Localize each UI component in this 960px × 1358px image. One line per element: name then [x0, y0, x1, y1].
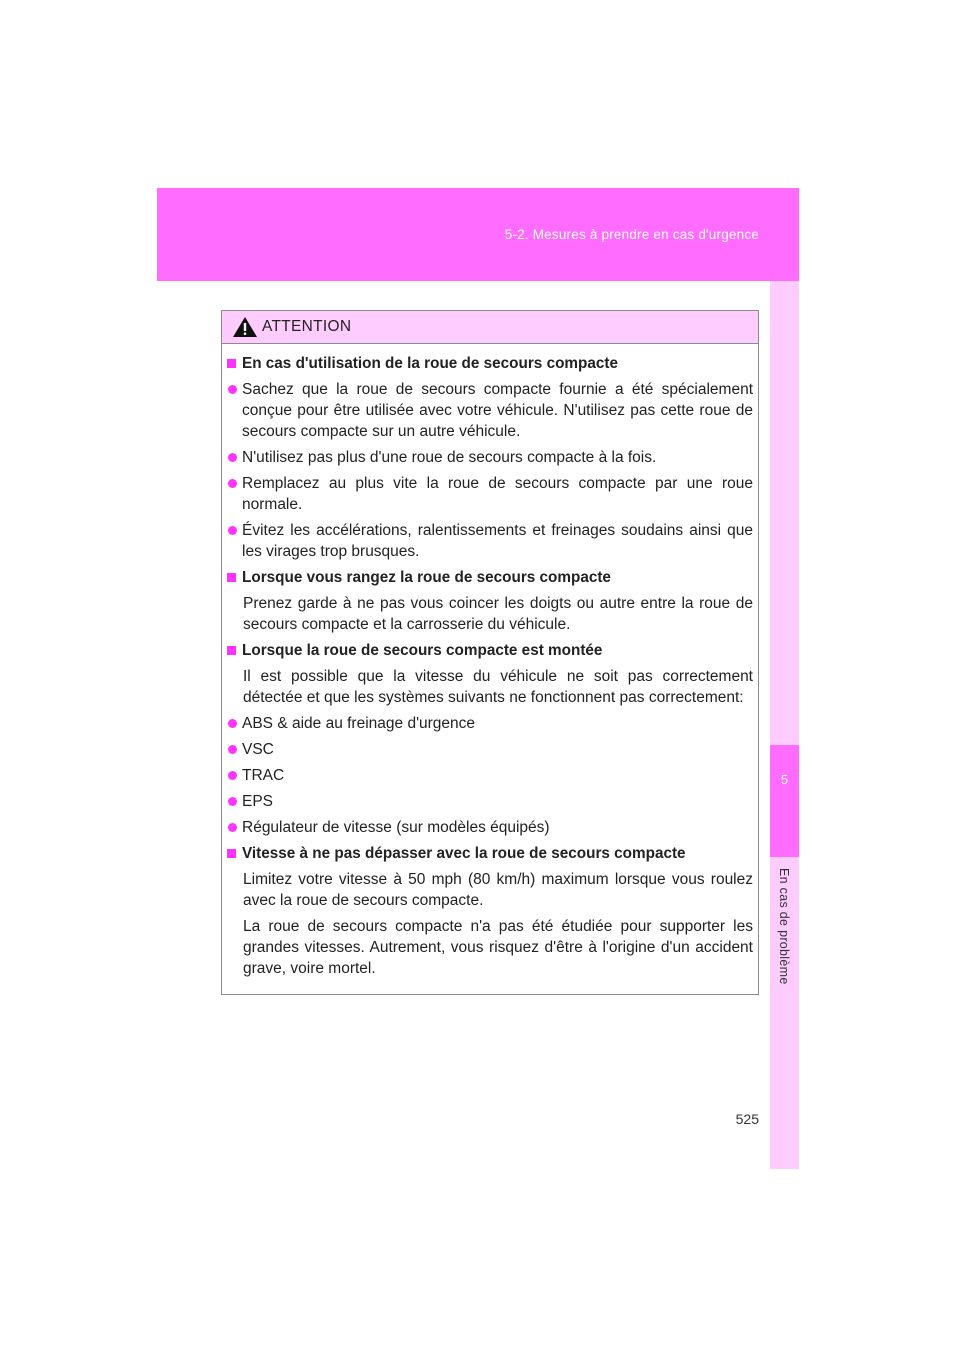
list-item	[226, 765, 753, 786]
section-heading	[226, 567, 753, 588]
warning-triangle-icon	[232, 316, 258, 338]
dot-bullet-icon	[228, 479, 237, 488]
section-heading-text: Lorsque vous rangez la roue de secours compacte	[242, 569, 611, 586]
list-item-text: TRAC	[242, 767, 285, 784]
dot-bullet-icon	[228, 823, 237, 832]
list-item	[226, 379, 753, 442]
chapter-tab	[770, 745, 799, 857]
list-item-text: EPS	[242, 793, 274, 810]
section-heading	[226, 640, 753, 661]
section-heading-text: Vitesse à ne pas dépasser avec la roue de secours compacte	[242, 845, 686, 862]
list-item	[226, 447, 753, 468]
list-item	[226, 713, 753, 734]
section-heading-text: Lorsque la roue de secours compacte est montée	[242, 642, 603, 659]
list-item	[226, 817, 753, 838]
list-item	[226, 473, 753, 515]
dot-bullet-icon	[228, 771, 237, 780]
attention-label: ATTENTION	[262, 318, 352, 335]
section-heading-text: En cas d'utilisation de la roue de secours compacte	[242, 355, 618, 372]
attention-box	[221, 310, 759, 995]
list-item-text: Remplacez au plus vite la roue de secours compacte par une roue normale.	[242, 475, 753, 513]
page-number: 525	[735, 1111, 759, 1127]
side-tab	[770, 281, 799, 1169]
list-item-text: VSC	[242, 741, 274, 758]
dot-bullet-icon	[228, 453, 237, 462]
attention-body	[222, 344, 758, 979]
list-item-text: ABS & aide au freinage d'urgence	[242, 715, 476, 732]
section-heading	[226, 843, 753, 864]
list-item-text: Régulateur de vitesse (sur modèles équipés)	[242, 819, 550, 836]
list-item	[226, 739, 753, 760]
section-title: 5-2. Mesures à prendre en cas d'urgence	[504, 227, 759, 242]
dot-bullet-icon	[228, 385, 237, 394]
dot-bullet-icon	[228, 745, 237, 754]
dot-bullet-icon	[228, 797, 237, 806]
header-band	[157, 188, 799, 281]
list-item	[226, 520, 753, 562]
chapter-title: En cas de problème	[777, 868, 791, 985]
attention-header	[222, 311, 758, 344]
dot-bullet-icon	[228, 526, 237, 535]
chapter-number: 5	[781, 773, 788, 787]
square-bullet-icon	[227, 849, 236, 858]
dot-bullet-icon	[228, 719, 237, 728]
square-bullet-icon	[227, 359, 236, 368]
square-bullet-icon	[227, 646, 236, 655]
square-bullet-icon	[227, 573, 236, 582]
list-item	[226, 791, 753, 812]
section-heading	[226, 353, 753, 374]
paragraph: La roue de secours compacte n'a pas été étudiée pour supporter les grandes vitesses. Autrement, vous risquez d'être à l'origine d'un accident grave, voire mortel.	[243, 918, 753, 977]
list-item-text: Évitez les accélérations, ralentissements et freinages soudains ainsi que les virages trop brusques.	[242, 522, 753, 560]
paragraph: Prenez garde à ne pas vous coincer les doigts ou autre entre la roue de secours compacte et la carrosserie du véhicule.	[243, 595, 753, 633]
paragraph: Limitez votre vitesse à 50 mph (80 km/h) maximum lorsque vous roulez avec la roue de secours compacte.	[243, 871, 753, 909]
list-item-text: N'utilisez pas plus d'une roue de secours compacte à la fois.	[242, 449, 657, 466]
paragraph: Il est possible que la vitesse du véhicule ne soit pas correctement détectée et que les systèmes suivants ne fonctionnent pas correctement:	[243, 668, 753, 706]
list-item-text: Sachez que la roue de secours compacte fournie a été spécialement conçue pour être utilisée avec votre véhicule. N'utilisez pas cette roue de secours compacte sur un autre véhicule.	[242, 381, 753, 440]
